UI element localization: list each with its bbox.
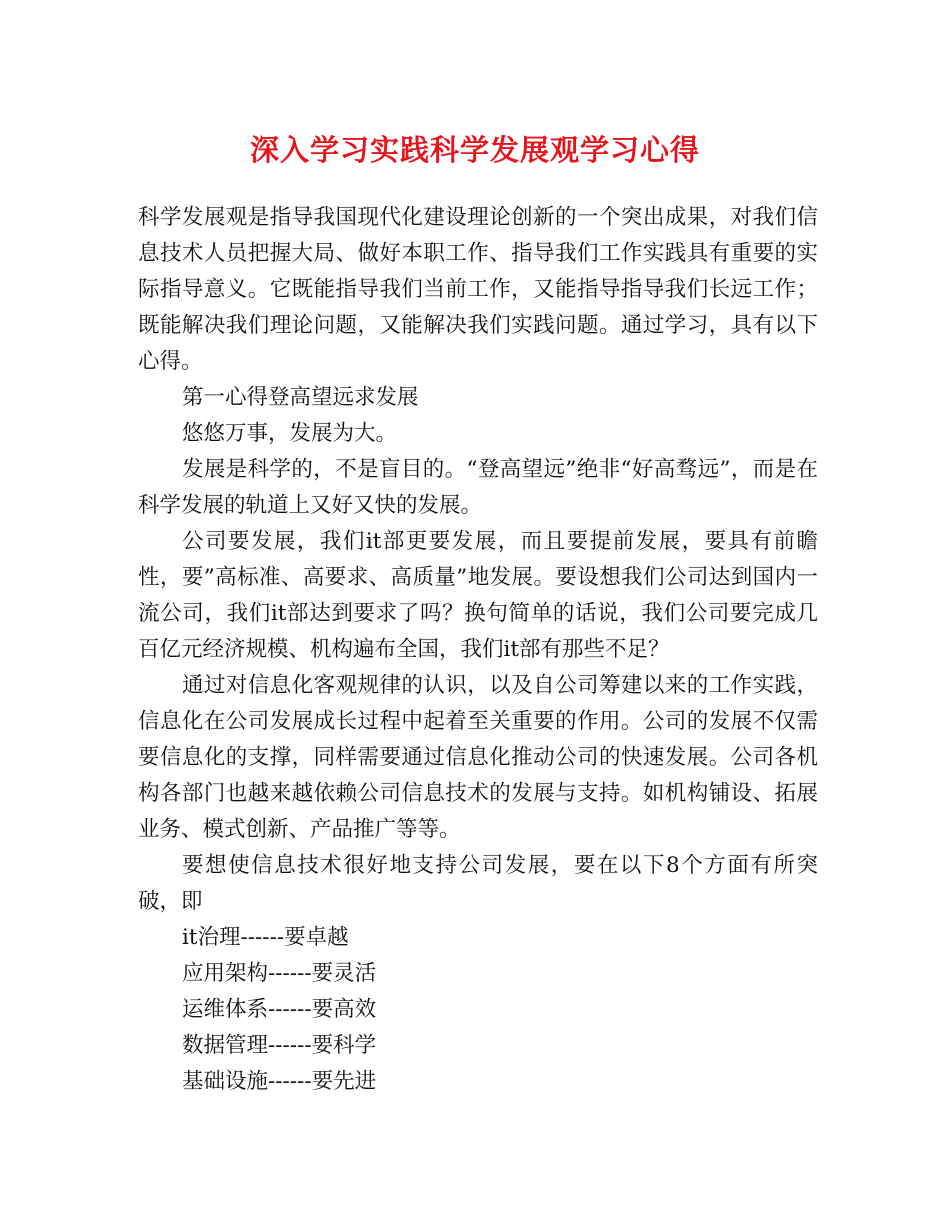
- paragraph-heading-first: 第一心得登高望远求发展: [182, 385, 419, 410]
- paragraph-saying: 悠悠万事，发展为大。: [182, 421, 398, 446]
- list-item-infrastructure: 基础设施------要先进: [182, 1069, 377, 1094]
- list-item-application-architecture: 应用架构------要灵活: [182, 961, 377, 986]
- list-item-operations: 运维体系------要高效: [182, 997, 377, 1022]
- paragraph-informatization: 通过对信息化客观规律的认识，以及自公司筹建以来的工作实践，信息化在公司发展成长过程中起着至关重要的作用。公司的发展不仅需要信息化的支撑，同样需要通过信息化推动公司的快速发展。公司各机构各部门也越来越依赖公司信息技术的发展与支持。如机构铺设、拓展业务、模式创新、产品推广等等。: [138, 673, 818, 842]
- paragraph-breakthrough: 要想使信息技术很好地支持公司发展，要在以下8个方面有所突破，即: [138, 853, 818, 914]
- paragraph-company: 公司要发展，我们it部更要发展，而且要提前发展，要具有前瞻性，要”高标准、高要求、高质量”地发展。要设想我们公司达到国内一流公司，我们it部达到要求了吗？换句简单的话说，我们公司要完成几百亿元经济规模、机构遍布全国，我们it部有那些不足？: [138, 529, 818, 662]
- paragraph-development: 发展是科学的，不是盲目的。“登高望远”绝非“好高骛远”，而是在科学发展的轨道上又好又快的发展。: [138, 457, 818, 518]
- document-title: 深入学习实践科学发展观学习心得: [249, 133, 700, 167]
- paragraph-intro: 科学发展观是指导我国现代化建设理论创新的一个突出成果，对我们信息技术人员把握大局、做好本职工作、指导我们工作实践具有重要的实际指导意义。它既能指导我们当前工作，又能指导指导我们长远工作；既能解决我们理论问题，又能解决我们实践问题。通过学习，具有以下心得。: [138, 205, 818, 374]
- list-item-data-management: 数据管理------要科学: [182, 1033, 377, 1058]
- list-item-it-governance: it治理------要卓越: [182, 925, 349, 950]
- document-body: [138, 200, 818, 1100]
